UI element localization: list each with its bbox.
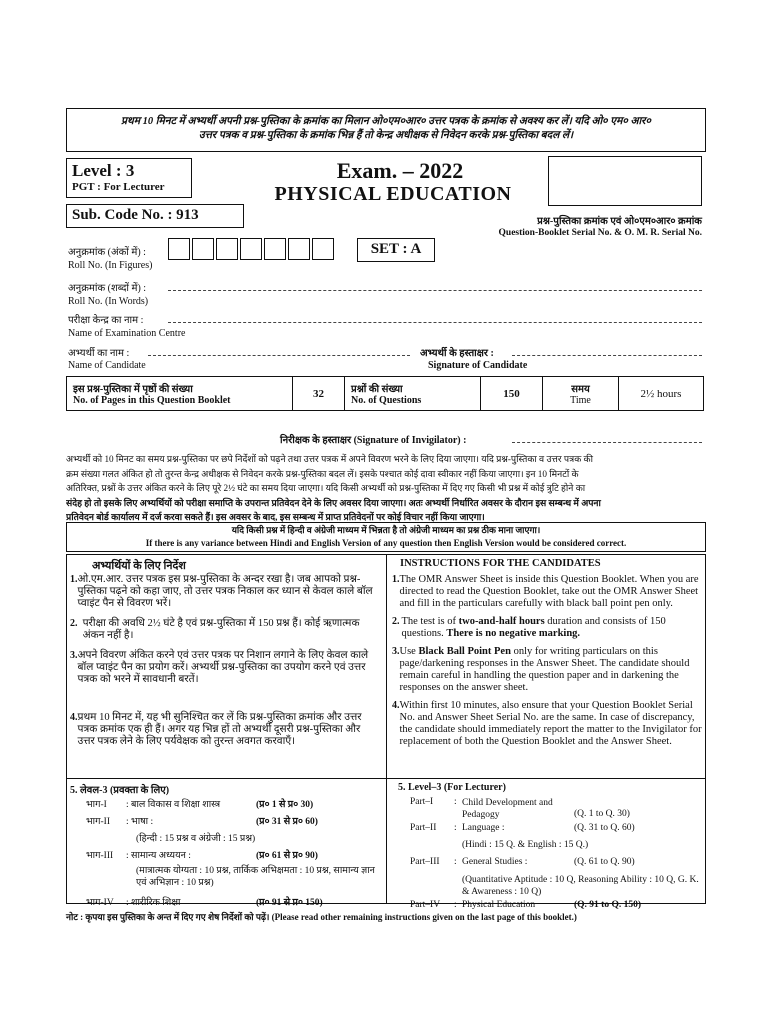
signature-label-hi: अभ्यर्थी के हस्ताक्षर : (420, 348, 494, 359)
para-line-5: प्रतिवेदन बोर्ड कार्यालय में दर्ज करवा सकते हैं। इस अवसर के बाद, इस सम्बन्ध में प्राप्त प्रतिवेदनों पर कोई विचार नहीं किया जाएगा। (66, 512, 485, 522)
pgt-label: PGT : For Lecturer (72, 181, 165, 193)
en-part-row: Part–IV : Physical Education (Q. 91 to Q. 150) (410, 900, 642, 910)
questions-label-en: No. of Questions (351, 395, 422, 406)
hi-part-row: (मात्रात्मक योग्यता : 10 प्रश्न, तार्किक अभिक्षमता : 10 प्रश्न, सामान्य ज्ञान एवं अभिज्ञान : 10 प्रश्न) (136, 866, 375, 888)
invigilator-field[interactable] (512, 442, 702, 443)
top-notice-line1: प्रथम 10 मिनट में अभ्यर्थी अपनी प्रश्न-पुस्तिका के क्रमांक का मिलान ओ०एम०आर० उत्तर पत्रक के क्रमांक से अवश्य कर लें। यदि ओ० एम० आर० (121, 116, 651, 127)
hi-instruction-2: 2. परीक्षा की अवधि 2½ घंटे है एवं प्रश्न-पुस्तिका में 150 प्रश्न हैं। कोई ऋणात्मक अंकन नहीं है। (70, 618, 360, 641)
hi-part-row: भाग-IV : शारीरिक शिक्षा (प्र० 91 से प्र० 150) (86, 898, 323, 908)
hindi-parts (86, 797, 382, 912)
hi-part-row: भाग-II : भाषा : (प्र० 31 से प्र० 60) (86, 817, 318, 827)
signature-field[interactable] (512, 355, 702, 356)
en-part-row: (Hindi : 15 Q. & English : 15 Q.) (462, 840, 589, 850)
name-label-en: Name of Candidate (68, 360, 146, 371)
set-label: SET : A (357, 238, 435, 262)
hi-instruction-1: 1. ओ.एम.आर. उत्तर पत्रक इस प्रश्न-पुस्तिका के अन्दर रखा है। जब आपको प्रश्न-पुस्तिका पढ़ने को कहा जाए, तो उत्तर पत्रक निकाल कर ध्यान से केवल काले बॉल प्वाइंट पैन से विवरण भरें। (70, 574, 373, 609)
column-divider (386, 554, 387, 904)
time-label-hi: समय (571, 384, 590, 395)
pages-label-cell (67, 377, 293, 411)
para-line-1: अभ्यर्थी को 10 मिनट का समय प्रश्न-पुस्तिका पर छपे निर्देशों को पढ़ने तथा उत्तर पत्रक में अपने विवरण भरने के लिए दिया जाएगा। यदि प्रश्न-पुस्तिका व उत्तर पत्रक की (66, 454, 593, 464)
en-instruction-2: 2. The test is of two-and-half hours duration and consists of 150 questions. There is no negative marking. (392, 616, 666, 639)
roll-digit-box[interactable] (216, 238, 238, 260)
time-value: 2½ hours (619, 377, 704, 411)
pages-label-en: No. of Pages in this Question Booklet (73, 395, 231, 406)
hi-part-row: भाग-III : सामान्य अध्ययन : (प्र० 61 से प्र० 90) (86, 851, 318, 861)
roll-number-boxes[interactable] (168, 238, 336, 260)
instruction-paragraph (66, 452, 706, 525)
roll-digit-box[interactable] (312, 238, 334, 260)
roll-figures-label-hi: अनुक्रमांक (अंकों में) : (68, 247, 146, 258)
roll-figures-label-en: Roll No. (In Figures) (68, 260, 153, 271)
hi-instruction-3: 3. अपने विवरण अंकित करने एवं उत्तर पत्रक पर निशान लगाने के लिए केवल काले बॉल प्वाइंट पैन का प्रयोग करें। अभ्यर्थी प्रश्न-पुस्तिका का उपयोग करने एवं उत्तर पत्रक को भरने में सावधानी बरतें। (70, 650, 369, 685)
hi-level3-heading: 5. लेवल-3 (प्रवक्ता के लिए) (70, 785, 170, 796)
signature-label-en: Signature of Candidate (428, 360, 528, 371)
hi-part-row: (हिन्दी : 15 प्रश्न व अंग्रेजी : 15 प्रश्न) (136, 834, 256, 844)
en-part-row: Part–III : General Studies : (Q. 61 to Q. 90) (410, 857, 635, 867)
level-section-divider (66, 778, 706, 779)
invigilator-label: निरीक्षक के हस्ताक्षर (Signature of Invigilator) : (280, 435, 467, 446)
variance-hi: यदि किसी प्रश्न में हिन्दी व अंग्रेजी माध्यम में भिन्नता है तो अंग्रेजी माध्यम का प्रश्न ठीक माना जाएगा। (231, 525, 541, 535)
roll-digit-box[interactable] (192, 238, 214, 260)
english-parts (410, 797, 702, 917)
instructions-title-en: INSTRUCTIONS FOR THE CANDIDATES (400, 558, 601, 569)
questions-label-hi: प्रश्नों की संख्या (351, 384, 403, 395)
pages-value: 32 (293, 377, 345, 411)
top-notice-line2: उत्तर पत्रक व प्रश्न-पुस्तिका के क्रमांक भिन्न हैं तो केन्द्र अधीक्षक से निवेदन करके प्रश्न-पुस्तिका बदल लें। (198, 130, 574, 141)
time-label-cell (543, 377, 619, 411)
variance-en: If there is any variance between Hindi and English Version of any question then English Version would be considered correct. (145, 538, 627, 548)
questions-label-cell (345, 377, 481, 411)
serial-number-box (548, 156, 702, 206)
roll-words-field[interactable] (168, 290, 702, 291)
variance-notice (66, 522, 706, 552)
en-part-row: Part–I : Child Development and Pedagogy (Q. 1 to Q. 30) (410, 797, 630, 820)
roll-digit-box[interactable] (240, 238, 262, 260)
name-label-hi: अभ्यर्थी का नाम : (68, 348, 130, 359)
english-instructions (392, 574, 702, 748)
hi-instruction-4: 4. प्रथम 10 मिनट में, यह भी सुनिश्चित कर लें कि प्रश्न-पुस्तिका क्रमांक और उत्तर पत्रक क्रमांक एक ही हैं। अगर यह भिन्न हों तो अभ्यर्थी दूसरी प्रश्न-पुस्तिका और उत्तर पत्रक लेने के लिए पर्यवेक्षक को तुरन्त अवगत करवाएँ। (70, 712, 362, 747)
en-instruction-1: 1. The OMR Answer Sheet is inside this Question Booklet. When you are directed to read the Question Booklet, take out the OMR Answer Sheet and fill in the particulars carefully with black ball point pen only. (392, 574, 699, 609)
roll-digit-box[interactable] (264, 238, 286, 260)
name-field[interactable] (148, 355, 410, 356)
serial-label-english: Question-Booklet Serial No. & O. M. R. Serial No. (498, 228, 702, 238)
roll-words-label-hi: अनुक्रमांक (शब्दों में) : (68, 283, 147, 294)
exam-year: Exam. – 2022 (336, 158, 464, 183)
en-part-row: (Quantitative Aptitude : 10 Q, Reasoning Ability : 10 Q, G. K. & Awareness : 10 Q) (462, 875, 699, 897)
serial-label-hindi: प्रश्न-पुस्तिका क्रमांक एवं ओ०एम०आर० क्रमांक (537, 216, 702, 227)
centre-label-en: Name of Examination Centre (68, 328, 186, 339)
instructions-title-hi: अभ्यर्थियों के लिए निर्देश (92, 560, 186, 572)
sub-code-box: Sub. Code No. : 913 (66, 204, 244, 228)
pages-label-hi: इस प्रश्न-पुस्तिका में पृष्ठों की संख्या (73, 384, 193, 395)
footer-note-hi: नोट : कृपया इस पुस्तिका के अन्त में दिए गए शेष निर्देशों को पढ़ें। (66, 912, 270, 922)
centre-field[interactable] (168, 322, 702, 323)
roll-digit-box[interactable] (168, 238, 190, 260)
para-line-4: संदेह हो तो इसके लिए अभ्यर्थियों को परीक्षा समाप्ति के उपरान्त प्रतिवेदन देने के लिए अवसर दिया जाएगा। अतः अभ्यर्थी निर्धारित अवसर के दौरान इस सम्बन्ध में अपना (66, 497, 601, 508)
footer-note-en: (Please read other remaining instructions given on the last page of this booklet.) (271, 912, 577, 922)
centre-label-hi: परीक्षा केन्द्र का नाम : (68, 315, 144, 326)
booklet-info-table (66, 376, 704, 411)
level-label: Level : 3 (72, 161, 135, 180)
subject-title: PHYSICAL EDUCATION (274, 183, 512, 205)
top-notice (66, 108, 706, 152)
en-instruction-3: 3. Use Black Ball Point Pen only for writing particulars on this page/darkening responses in the Answer Sheet. The candidate should remain careful in handling the question paper and in darkening the responses on the answer sheet. (392, 646, 690, 693)
level-box (66, 158, 192, 198)
para-line-3: अतिरिक्त, प्रश्नों के उत्तर अंकित करने के लिए पूरे 2½ घंटे का समय दिया जाएगा। यदि किसी अभ्यर्थी को प्रश्न-पुस्तिका में दिए गए किसी भी प्रश्न में कोई त्रुटि होने का (66, 483, 586, 493)
hi-part-row: भाग-I : बाल विकास व शिक्षा शास्त्र (प्र० 1 से प्र० 30) (86, 800, 314, 810)
en-part-row: Part–II : Language : (Q. 31 to Q. 60) (410, 823, 635, 833)
roll-digit-box[interactable] (288, 238, 310, 260)
questions-value: 150 (481, 377, 543, 411)
hindi-instructions (70, 574, 380, 748)
footer-note (66, 910, 706, 923)
roll-words-label-en: Roll No. (In Words) (68, 296, 149, 307)
time-label-en: Time (570, 395, 591, 406)
en-instruction-4: 4. Within first 10 minutes, also ensure that your Question Booklet Serial No. and Answer Sheet Serial No. are the same. In case of discrepancy, the candidate should immediately report the matter to the Invigilator for replacement of both the Question Booklet and the Answer Sheet. (392, 700, 702, 747)
en-level3-heading: 5. Level–3 (For Lecturer) (398, 782, 506, 793)
para-line-2: क्रम संख्या गलत अंकित हो तो तुरन्त केन्द्र अधीक्षक से निवेदन करके प्रश्न-पुस्तिका बदल लें। इसके पश्चात कोई दावा स्वीकार नहीं किया जाएगा। इन 10 मिनटों के (66, 468, 579, 479)
